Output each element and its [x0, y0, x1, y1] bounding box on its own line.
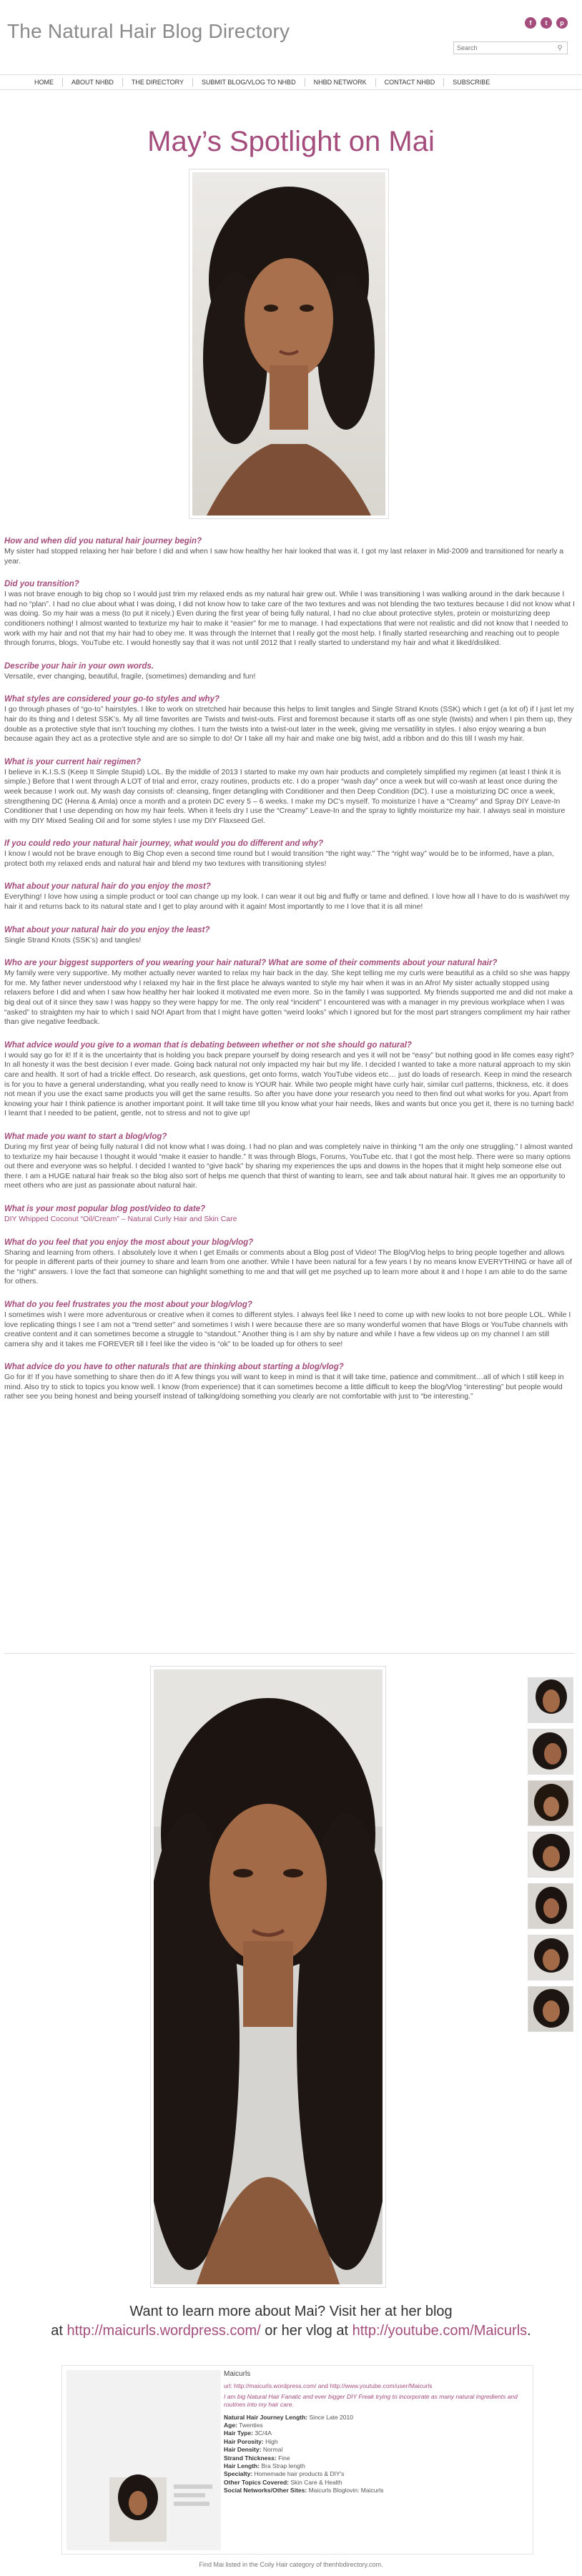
learn-more-suffix: .	[527, 2323, 531, 2339]
gallery-thumbnail[interactable]	[528, 1986, 573, 2032]
facebook-icon[interactable]: f	[525, 17, 536, 29]
profile-field: Hair Density: Normal	[224, 2446, 283, 2454]
profile-field: Strand Thickness: Fine	[224, 2454, 290, 2462]
answer: I sometimes wish I were more adventurous or creative when it comes to different styles. I always feel like I need to come up with new looks to not bore people LOL. While I love replicating things I see I am not a “trend setter” and sometimes I wish I were because there are so many wonderful women that have Blogs or YouTube channels with creative content and it can sometimes become a struggle to “standout.” Another thing is I am shy by nature and while I have a few videos up on my channel I am still camera shy and it takes me FOREVER till I feel like the video is “ok” to be loaded up for others to see!	[4, 1310, 571, 1348]
gallery-thumbnail[interactable]	[528, 1729, 573, 1775]
profile-field: Other Topics Covered: Skin Care & Health	[224, 2478, 342, 2486]
gallery-thumbnail[interactable]	[528, 1832, 573, 1877]
answer: I would say go for it! If it is the uncertainty that is holding you back prepare yourself by doing research and yes it will not be “easy” but nothing good in life comes easy right? In all honesty it was the best decision I ever made. Going back natural not only impacted my hair but my life. I decided I wanted to take a more natural approach to my skin care and health. It sort of had a trickle effect. Do research, ask questions, get onto forms, watch YouTube videos etc… just do loads of research. Keep in mind the research is for you to have a general understanding, what you really need to know is YOUR hair. While two people might have curly hair, similar curl patterns, thickness, etc. it does not mean if you use the exact same products you will get the same results. So after you have done your research you need to then find out what works for you. Apart from knowing your hair I think patience is another important point. It will take time till you know what your hair needs, likes and wants but once you get it, there is no turning back! I learnt that I needed to be patient, gentle, not to stress and not to give up!	[4, 1050, 574, 1118]
profile-field: Age: Twenties	[224, 2422, 263, 2429]
profile-card-image	[66, 2370, 221, 2550]
answer: Everything! I love how using a simple product or tool can change up my look. I can wear it out big and fluffy or tame and defined. I love how all I have to do is wash/wet my hair it and returns back to its natural state and I get to play around with it again! Most importantly to me I love that it is all mine!	[4, 892, 570, 912]
question: Did you transition?	[4, 580, 79, 589]
profile-name: Maicurls	[224, 2370, 251, 2378]
gallery-thumbnails	[528, 1677, 573, 2032]
question: If you could redo your natural hair journey, what would you do different and why?	[4, 839, 323, 849]
learn-more-mid: or her vlog at	[265, 2323, 349, 2339]
search-box	[453, 41, 568, 54]
gallery-main-photo[interactable]	[150, 1666, 386, 2288]
question: What is your most popular blog post/video to date?	[4, 1204, 206, 1213]
gallery-thumbnail[interactable]	[528, 1883, 573, 1929]
profile-card	[61, 2365, 533, 2555]
nav-submit[interactable]: SUBMIT BLOG/VLOG TO NHBD	[193, 78, 305, 87]
profile-field: Hair Type: 3C/4A	[224, 2429, 272, 2437]
profile-bio: I am big Natural Hair Fanatic and ever bigger DIY Freak trying to incorporate as many natural ingredients and routines into my hair care.	[224, 2392, 518, 2409]
profile-field: Hair Length: Bra Strap length	[224, 2462, 305, 2470]
search-input[interactable]	[454, 42, 554, 54]
portrait-image	[192, 172, 385, 515]
profile-field: Specialty: Homemade hair products & DIY's	[224, 2470, 345, 2478]
answer: During my first year of being fully natural I did not know what I was doing. I had no plan and was completely naive in thinking “I am the only one struggling.” I almost wanted to texturize my hair because I thought it would “make it easier to handle.” It was through Blogs, Forums, YouTube etc. that I got the most help. There were so many options out there and everyone was so helpful. I decided I wanted to “give back” by sharing my experiences the ups and downs in the hopes that it might help someone else out there. I am a HUGE natural hair freak so the blog also sort of helps me quench that thirst of wanting to learn, see and talk about natural hair. It gives me an opportunity to meet others who are just as passionate about natural hair.	[4, 1142, 573, 1190]
profile-card-text	[224, 2370, 530, 2495]
answer: Single Strand Knots (SSK’s) and tangles!	[4, 935, 142, 944]
answer: I go through phases of “go-to” hairstyles. I like to work on stretched hair because this helps to limit tangles and Single Strand Knots (SSK) which I get (a lot of) if I just let my hair do its thing and I detest SSK’s. My all time favorites are Twists and twist-outs. First and foremost because it starts off as one style (twists) and when I pin them up, they double as a protective style that isn’t touching my clothes. I turn the twists into a twist-out later in the week, giving me versatility in styles. I also enjoy wearing a bun because again they act as a protective style and are so simple to do! Or I take all my hair and make one big twist, add a ribbon and do this till I wash my hair.	[4, 705, 574, 744]
profile-field: Hair Porosity: High	[224, 2437, 278, 2445]
question: What styles are considered your go-to styles and why?	[4, 695, 220, 704]
answer: Go for it! If you have something to share then do it! A few things you will want to keep in mind is that it will take time, patience and commitment…all of which I still keep in mind. Also try to stick to topics you know well. I know (from experience) that it can sometimes become a little difficult to keep the blog/Vlog “interesting” but people would rather see you being honest and being yourself instead of talking/doing something you clearly are not comfortable with just to “be interesting.”	[4, 1373, 564, 1401]
vlog-link[interactable]: http://youtube.com/Maicurls	[352, 2323, 528, 2339]
answer: I believe in K.I.S.S (Keep It Simple Stupid) LOL. By the middle of 2013 I started to make my own hair products and completely simplified my regimen (at least I think it is simple.) Before that I went through A LOT of trial and error, crazy routines, products etc. I do a proper “wash day” once a week but will co-wash at least once during the week because I work out. My wash day consists of: cleansing, finger detangling with Conditioner and then Deep Condition (DC). I use a moisturizing DC once a week, strengthening DC (Henna & Amla) once a month and a protein DC every 5 – 6 weeks. I make my DC’s myself. To moisturize I have a “Creamy” and Spray DIY Leave-In Conditioner that I use depending on how my hair feels. When it feels dry I use the “Creamy” Leave-In and the spray to lightly moisturize my hair. I always seal in moisture with my DIY Mixed Sealing Oil and for some styles I use my DIY Flaxseed Gel.	[4, 767, 566, 825]
site-title[interactable]: The Natural Hair Blog Directory	[7, 20, 290, 42]
question: How and when did you natural hair journey begin?	[4, 537, 202, 546]
profile-field: Natural Hair Journey Length: Since Late 2010	[224, 2413, 353, 2421]
question: What about your natural hair do you enjoy the most?	[4, 882, 211, 892]
nav-subscribe[interactable]: SUBSCRIBE	[453, 79, 490, 86]
question: What advice would you give to a woman that is debating between whether or not she should go natural?	[4, 1040, 412, 1050]
learn-more	[0, 2302, 582, 2341]
question: What made you want to start a blog/vlog?	[4, 1132, 167, 1141]
section-divider	[4, 1653, 575, 1654]
answer: I was not brave enough to big chop so I would just trim my relaxed ends as my natural hair grew out. While I was transitioning I was walking around in the dark because I had no “plan”. I had no clue about what I was doing, I did not know how to take care of the two textures and was not blending the two textures because I did not know what I was doing. So my hair was a mess (to put it nicely.) Even during the first year of being fully natural, I had no clue about protective styles, protein or moisturizing deep conditioners nothing! I almost wanted to texturize my hair to make it “easier” for me to manage. I had expectations that were not realistic and did not know that I needed to work with my hair and not that my hair had to obey me. It was through the Internet that I really got the most help. I finally started researching and reaching out to people through forums, blogs, YouTube etc. I would honestly say that it was not until 2012 that I really started to understand my hair and what it liked/disliked.	[4, 590, 575, 648]
gallery-thumbnail[interactable]	[528, 1780, 573, 1826]
nav-home[interactable]: HOME	[26, 78, 63, 87]
question: What is your current hair regimen?	[4, 757, 142, 766]
question: Describe your hair in your own words.	[4, 661, 154, 671]
question: What do you feel that you enjoy the most about your blog/vlog?	[4, 1238, 254, 1247]
interview	[4, 536, 575, 1402]
answer: Sharing and learning from others. I absolutely love it when I get Emails or comments about a Blog post of Video! The Blog/Vlog helps to bring people together and allows for people in different parts of their journey to share and learn from one another. While I have been natural for a few years I by no means know EVERYTHING or have all of the “right” answers. I love the fact that someone can highlight something to me and that will get me psyched up to learn more about it and I hope I am able to do the same for others.	[4, 1248, 572, 1286]
answer: Versatile, ever changing, beautiful, fragile, (sometimes) demanding and fun!	[4, 671, 256, 681]
search-icon[interactable]: ⚲	[557, 44, 563, 52]
learn-more-at: at	[51, 2323, 63, 2339]
social-icons	[525, 17, 568, 29]
nav-network[interactable]: NHBD NETWORK	[305, 78, 376, 87]
twitter-icon[interactable]: t	[541, 17, 552, 29]
nav-directory[interactable]: THE DIRECTORY	[123, 78, 193, 87]
pinterest-icon[interactable]: p	[556, 17, 568, 29]
question: What do you feel frustrates you the most about your blog/vlog?	[4, 1300, 252, 1309]
nav-about[interactable]: ABOUT NHBD	[63, 78, 123, 87]
question: What about your natural hair do you enjoy the least?	[4, 925, 210, 934]
learn-more-text: Want to learn more about Mai? Visit her at her blog	[129, 2304, 453, 2319]
gallery-thumbnail[interactable]	[528, 1935, 573, 1980]
nav-contact[interactable]: CONTACT NHBD	[376, 78, 445, 87]
gallery-thumbnail[interactable]	[528, 1677, 573, 1723]
main-nav	[0, 74, 582, 90]
gallery-main-image	[154, 1669, 383, 2284]
question: What advice do you have to other naturals that are thinking about starting a blog/vlog?	[4, 1363, 344, 1372]
profile-field: Social Networks/Other Sites: Maicurls Bloglovin: Maicurls	[224, 2487, 384, 2494]
page-title: May’s Spotlight on Mai	[147, 126, 435, 157]
answer: My sister had stopped relaxing her hair before I did and when I saw how healthy her hair looked that was it. I got my last relaxer in Mid-2009 and transitioned for nearly a year.	[4, 547, 564, 566]
portrait-photo	[189, 169, 389, 519]
profile-links[interactable]: url: http://maicurls.wordpress.com/ and http://www.youtube.com/user/Maicurls	[224, 2382, 433, 2390]
blog-link[interactable]: http://maicurls.wordpress.com/	[66, 2323, 261, 2339]
answer: My family were very supportive. My mother actually never wanted to relax my hair back in the day. She kept telling me my curls were beautiful as a child so she was happy for me. My father never understood why I relaxed my hair in the first place he always wanted to style my hair when it was in an Afro! My sister actually stopped using relaxers before I did and when I saw how healthy her hair looked it motivated me even more. So in the family I was supported. My friends supported me and did not make a big deal out of it since they saw I was happy so they were happy for me. The only real “incident” I encountered was with a manager in my previous workplace when I was “asked” to straighten my hair to which I said NO! Apart from that I might have gotten “weird looks” which I ignored but for the most part strangers compliment my hair rather than give negative feedback.	[4, 969, 573, 1027]
popular-post-link[interactable]: DIY Whipped Coconut “Oil/Cream” – Natural Curly Hair and Skin Care	[4, 1214, 237, 1223]
answer: I know I would not be brave enough to Big Chop even a second time round but I would transition “the right way.” The “right way” would be to be informed, have a plan, protect both my relaxed ends and natural hair and blend my two textures with transitioning styles!	[4, 849, 554, 868]
category-note: Find Mai listed in the Coily Hair category of thenhbdirectory.com.	[199, 2561, 383, 2568]
question: Who are your biggest supporters of you wearing your hair natural? What are some of their comments about your natural hair?	[4, 959, 498, 968]
